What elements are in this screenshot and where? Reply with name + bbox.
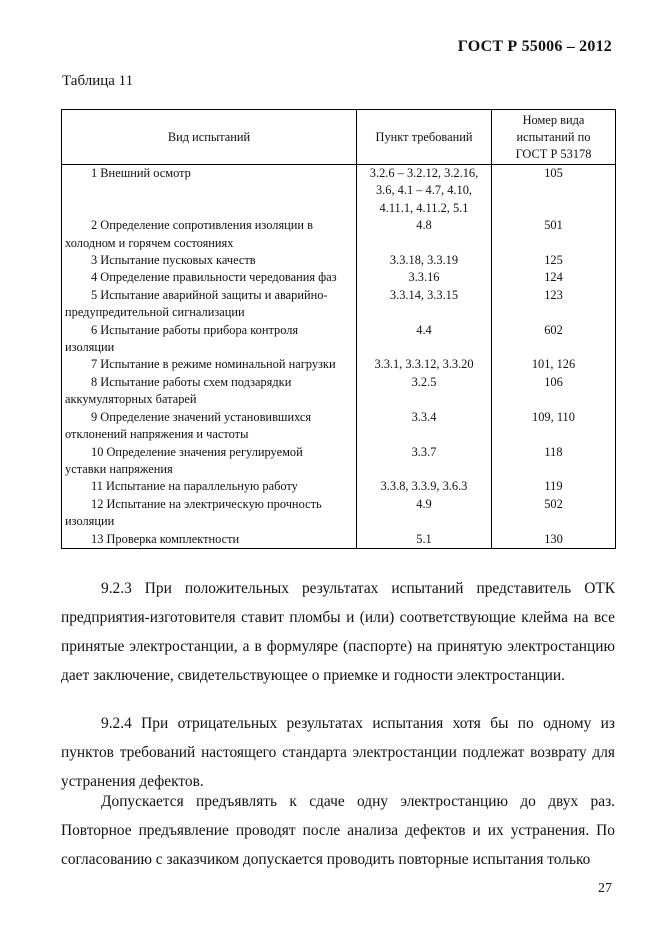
table-row bbox=[62, 287, 616, 322]
cell-clause: 4.8 bbox=[357, 217, 492, 252]
cell-test-number: 106 bbox=[492, 374, 616, 409]
table-row bbox=[62, 322, 616, 357]
page-number: 27 bbox=[598, 881, 612, 896]
cell-test-type: 8 Испытание работы схем подзарядки аккумуляторных батарей bbox=[62, 374, 357, 409]
table-row bbox=[62, 374, 616, 409]
cell-test-type: 1 Внешний осмотр bbox=[62, 165, 357, 218]
table-caption: Таблица 11 bbox=[62, 73, 134, 89]
cell-clause: 5.1 bbox=[357, 531, 492, 549]
cell-test-type: 13 Проверка комплектности bbox=[62, 531, 357, 549]
cell-clause: 3.3.1, 3.3.12, 3.3.20 bbox=[357, 356, 492, 373]
cell-test-number: 502 bbox=[492, 496, 616, 531]
paragraph-9-2-3: 9.2.3 При положительных результатах испытаний представитель ОТК предприятия-изготовителя ставит пломбы и (или) соответствующие клейма на все принятые электростанции, а в формуляре (паспорте) на принятую электростанцию дает заключение, свидетельствующее о приемке и годности электростанции. bbox=[61, 580, 615, 684]
cell-test-type: 6 Испытание работы прибора контроля изоляции bbox=[62, 322, 357, 357]
cell-clause: 3.3.7 bbox=[357, 444, 492, 479]
table-header-row bbox=[62, 110, 616, 165]
cell-test-type: 7 Испытание в режиме номинальной нагрузки bbox=[62, 356, 357, 373]
cell-clause: 3.2.6 – 3.2.12, 3.2.16, 3.6, 4.1 – 4.7, 4.10, 4.11.1, 4.11.2, 5.1 bbox=[357, 165, 492, 218]
cell-test-number: 118 bbox=[492, 444, 616, 479]
cell-test-number: 125 bbox=[492, 252, 616, 269]
table-row bbox=[62, 496, 616, 531]
paragraph-9-2-4: 9.2.4 При отрицательных результатах испытания хотя бы по одному из пунктов требований настоящего стандарта электростанции подлежат возврату для устранения дефектов. bbox=[61, 715, 615, 790]
cell-test-type: 3 Испытание пусковых качеств bbox=[62, 252, 357, 269]
cell-clause: 3.3.4 bbox=[357, 409, 492, 444]
table-row bbox=[62, 217, 616, 252]
cell-clause: 4.9 bbox=[357, 496, 492, 531]
table-row bbox=[62, 409, 616, 444]
table-row bbox=[62, 444, 616, 479]
table-row bbox=[62, 478, 616, 495]
header-clause: Пункт требований bbox=[357, 110, 492, 165]
cell-test-type: 2 Определение сопротивления изоляции в холодном и горячем состояниях bbox=[62, 217, 357, 252]
cell-clause: 3.3.16 bbox=[357, 269, 492, 286]
header-test-type: Вид испытаний bbox=[62, 110, 357, 165]
cell-test-type: 10 Определение значения регулируемой уставки напряжения bbox=[62, 444, 357, 479]
table-row bbox=[62, 269, 616, 286]
table-row bbox=[62, 531, 616, 549]
cell-test-number: 501 bbox=[492, 217, 616, 252]
cell-test-number: 109, 110 bbox=[492, 409, 616, 444]
table-row bbox=[62, 165, 616, 218]
cell-clause: 3.3.18, 3.3.19 bbox=[357, 252, 492, 269]
cell-test-number: 105 bbox=[492, 165, 616, 218]
cell-test-type: 12 Испытание на электрическую прочность изоляции bbox=[62, 496, 357, 531]
cell-clause: 3.3.8, 3.3.9, 3.6.3 bbox=[357, 478, 492, 495]
document-header: ГОСТ Р 55006 – 2012 bbox=[457, 38, 612, 55]
cell-clause: 3.3.14, 3.3.15 bbox=[357, 287, 492, 322]
paragraph-resubmission: Допускается предъявлять к сдаче одну электростанцию до двух раз. Повторное предъявление проводят после анализа дефектов и их устранения. По согласованию с заказчиком допускается проводить повторные испытания только bbox=[61, 793, 615, 868]
table-row bbox=[62, 356, 616, 373]
cell-clause: 4.4 bbox=[357, 322, 492, 357]
table-row bbox=[62, 252, 616, 269]
cell-clause: 3.2.5 bbox=[357, 374, 492, 409]
cell-test-number: 101, 126 bbox=[492, 356, 616, 373]
cell-test-number: 602 bbox=[492, 322, 616, 357]
cell-test-type: 4 Определение правильности чередования фаз bbox=[62, 269, 357, 286]
cell-test-number: 124 bbox=[492, 269, 616, 286]
cell-test-number: 119 bbox=[492, 478, 616, 495]
cell-test-type: 5 Испытание аварийной защиты и аварийно- предупредительной сигнализации bbox=[62, 287, 357, 322]
tests-table bbox=[61, 109, 616, 549]
cell-test-type: 11 Испытание на параллельную работу bbox=[62, 478, 357, 495]
cell-test-number: 123 bbox=[492, 287, 616, 322]
cell-test-type: 9 Определение значений установившихся отклонений напряжения и частоты bbox=[62, 409, 357, 444]
header-test-number: Номер вида испытаний по ГОСТ Р 53178 bbox=[492, 110, 616, 165]
cell-test-number: 130 bbox=[492, 531, 616, 549]
